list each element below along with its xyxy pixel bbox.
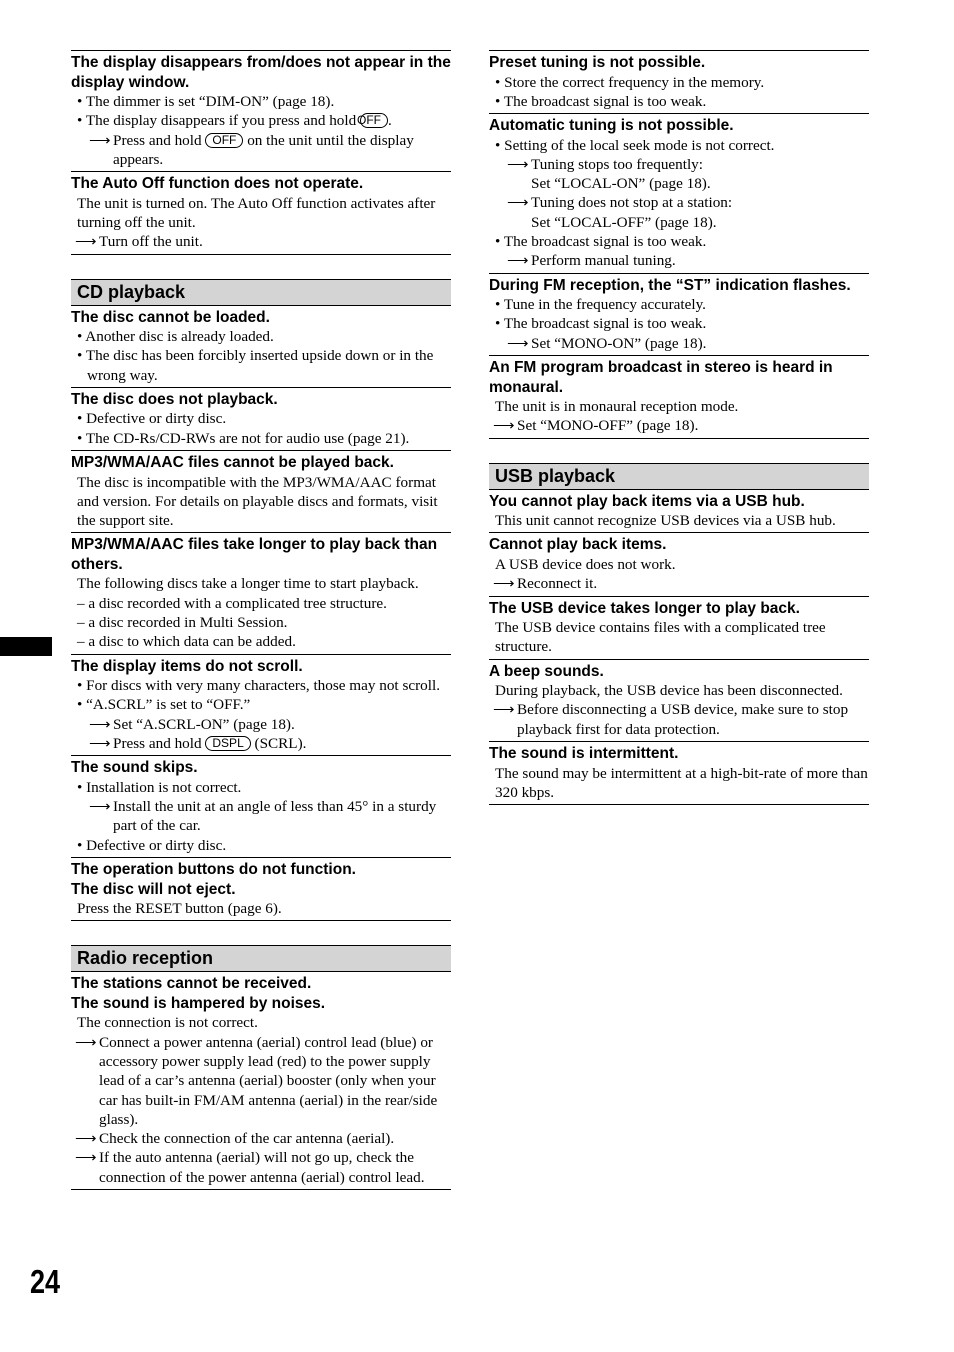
bullet: • The disc has been forcibly inserted upside down or in the wrong way. [77, 347, 434, 384]
left-column [71, 50, 451, 1190]
page-number: 24 [30, 1263, 61, 1300]
remedy: ⟶ Before disconnecting a USB device, make sure to stop playback first for data protection. [493, 701, 849, 738]
bullet: • For discs with very many characters, those may not scroll. [77, 677, 440, 695]
paragraph: The USB device contains files with a complicated tree structure. [495, 619, 826, 656]
item-heading: Automatic tuning is not possible. [489, 117, 734, 135]
remedy: ⟶ Tuning stops too frequently: [507, 155, 703, 173]
item-heading: MP3/WMA/AAC files cannot be played back. [71, 454, 394, 472]
paragraph: The sound may be intermittent at a high-bit-rate of more than 320 kbps. [495, 764, 868, 801]
arrow-icon: ⟶ [493, 417, 515, 435]
bullet: • Store the correct frequency in the memory. [495, 73, 765, 91]
bullet: • “A.SCRL” is set to “OFF.” [77, 696, 251, 714]
item-heading: Cannot play back items. [489, 536, 667, 554]
item-stations-not-received [71, 972, 451, 1190]
arrow-icon: ⟶ [507, 252, 529, 270]
item-heading: A beep sounds. [489, 662, 604, 680]
bullet: • Tune in the frequency accurately. [495, 296, 706, 314]
item-mp3-cannot-play [71, 450, 451, 532]
remedy: ⟶ Install the unit at an angle of less than 45° in a sturdy part of the car. [89, 798, 437, 835]
item-mp3-longer [71, 532, 451, 653]
dash-item: – a disc recorded in Multi Session. [77, 614, 288, 632]
bullet: • The display disappears if you press and hold OFF . [77, 112, 392, 130]
item-heading: The sound is intermittent. [489, 745, 679, 763]
section-title-usb-playback: USB playback [489, 463, 869, 490]
setting-line: Set “LOCAL-ON” (page 18). [531, 175, 711, 193]
setting-line: Set “LOCAL-OFF” (page 18). [531, 213, 717, 231]
item-sound-intermittent [489, 741, 869, 805]
arrow-icon: ⟶ [507, 194, 529, 212]
remedy: ⟶ Press and hold DSPL (SCRL). [89, 735, 307, 753]
bullet: • Defective or dirty disc. [77, 410, 227, 428]
item-display-disappears [71, 50, 451, 171]
item-disc-cannot-load [71, 306, 451, 387]
item-heading: The USB device takes longer to play back. [489, 599, 800, 617]
arrow-icon: ⟶ [89, 735, 111, 753]
item-preset-tuning [489, 50, 869, 113]
remedy: ⟶ Press and hold OFF on the unit until the display appears. [89, 131, 414, 168]
arrow-icon: ⟶ [75, 1130, 97, 1148]
remedy: ⟶ Connect a power antenna (aerial) control lead (blue) or accessory power supply lead (red) to the power supply lead of a car’s antenna (aerial) booster (only when your car has built-in FM/AM antenna (aerial) in the rear/side glass). [75, 1033, 438, 1128]
bullet: • The CD-Rs/CD-RWs are not for audio use (page 21). [77, 429, 410, 447]
paragraph: The following discs take a longer time to start playback. [77, 575, 419, 593]
paragraph: During playback, the USB device has been disconnected. [495, 682, 843, 700]
item-monaural [489, 355, 869, 439]
item-sound-skips [71, 755, 451, 857]
item-heading: Preset tuning is not possible. [489, 54, 706, 71]
item-st-flashes [489, 273, 869, 355]
bullet: • The dimmer is set “DIM-ON” (page 18). [77, 93, 335, 110]
remedy: ⟶ Tuning does not stop at a station: [507, 194, 733, 212]
arrow-icon: ⟶ [493, 575, 515, 593]
item-heading: The sound skips. [71, 759, 198, 777]
bullet: • Another disc is already loaded. [77, 328, 274, 346]
item-disc-no-playback [71, 387, 451, 450]
item-heading: MP3/WMA/AAC files take longer to play back than others. [71, 536, 438, 573]
dash-item: – a disc to which data can be added. [77, 633, 296, 651]
item-heading: An FM program broadcast in stereo is heard in monaural. [489, 359, 833, 396]
bullet: • Setting of the local seek mode is not correct. [495, 136, 775, 154]
bullet: • The broadcast signal is too weak. [495, 92, 707, 110]
item-heading: You cannot play back items via a USB hub. [489, 492, 805, 510]
item-beep-sounds [489, 659, 869, 741]
dash-item: – a disc recorded with a complicated tree structure. [77, 594, 387, 612]
bullet: • The broadcast signal is too weak. [495, 233, 707, 251]
item-heading: The display items do not scroll. [71, 657, 303, 675]
item-automatic-tuning [489, 113, 869, 273]
section-title-radio-reception: Radio reception [71, 945, 451, 972]
paragraph: Press the RESET button (page 6). [77, 900, 282, 918]
item-usb-hub [489, 490, 869, 533]
arrow-icon: ⟶ [75, 1033, 97, 1051]
arrow-icon: ⟶ [75, 233, 97, 251]
bullet: • Installation is not correct. [77, 778, 242, 796]
off-button-icon: OFF [360, 113, 388, 128]
right-column [489, 50, 869, 805]
arrow-icon: ⟶ [89, 715, 111, 733]
item-heading: The stations cannot be received. [71, 975, 312, 993]
item-buttons-no-function [71, 857, 451, 921]
paragraph: The unit is in monaural reception mode. [495, 398, 739, 416]
item-heading: The display disappears from/does not appear in the display window. [71, 54, 451, 91]
paragraph: The disc is incompatible with the MP3/WMA/AAC format and version. For details on playable discs and formats, visit the support site. [77, 473, 438, 530]
paragraph: The unit is turned on. The Auto Off function activates after turning off the unit. [77, 194, 436, 231]
item-heading: During FM reception, the “ST” indication flashes. [489, 276, 851, 294]
off-button-icon: OFF [205, 133, 243, 148]
chapter-tab-marker [0, 637, 52, 656]
item-heading: The sound is hampered by noises. [71, 994, 326, 1012]
item-heading: The disc will not eject. [71, 880, 236, 898]
item-heading: The Auto Off function does not operate. [71, 175, 364, 193]
paragraph: A USB device does not work. [495, 555, 676, 573]
remedy: ⟶ If the auto antenna (aerial) will not go up, check the connection of the power antenna (aerial) control lead. [75, 1149, 425, 1186]
item-usb-longer [489, 596, 869, 659]
arrow-icon: ⟶ [493, 701, 515, 719]
arrow-icon: ⟶ [75, 1149, 97, 1167]
remedy: ⟶ Set “MONO-ON” (page 18). [507, 334, 707, 352]
paragraph: This unit cannot recognize USB devices via a USB hub. [495, 512, 836, 530]
remedy: ⟶ Set “MONO-OFF” (page 18). [493, 417, 699, 435]
item-heading: The operation buttons do not function. [71, 861, 356, 879]
remedy: ⟶ Reconnect it. [493, 575, 598, 593]
item-heading: The disc does not playback. [71, 390, 278, 408]
section-title-cd-playback: CD playback [71, 279, 451, 306]
item-no-scroll [71, 654, 451, 756]
remedy: ⟶ Set “A.SCRL-ON” (page 18). [89, 715, 295, 733]
item-heading: The disc cannot be loaded. [71, 308, 270, 326]
item-auto-off [71, 171, 451, 254]
item-cannot-play-items [489, 532, 869, 595]
remedy: ⟶ Turn off the unit. [75, 233, 203, 251]
arrow-icon: ⟶ [89, 798, 111, 816]
arrow-icon: ⟶ [507, 334, 529, 352]
dspl-button-icon: DSPL [205, 736, 250, 751]
remedy: ⟶ Perform manual tuning. [507, 252, 676, 270]
paragraph: The connection is not correct. [77, 1014, 258, 1032]
remedy: ⟶ Check the connection of the car antenna (aerial). [75, 1130, 395, 1148]
bullet: • The broadcast signal is too weak. [495, 315, 707, 333]
arrow-icon: ⟶ [507, 155, 529, 173]
arrow-icon: ⟶ [89, 131, 111, 149]
bullet: • Defective or dirty disc. [77, 836, 227, 854]
